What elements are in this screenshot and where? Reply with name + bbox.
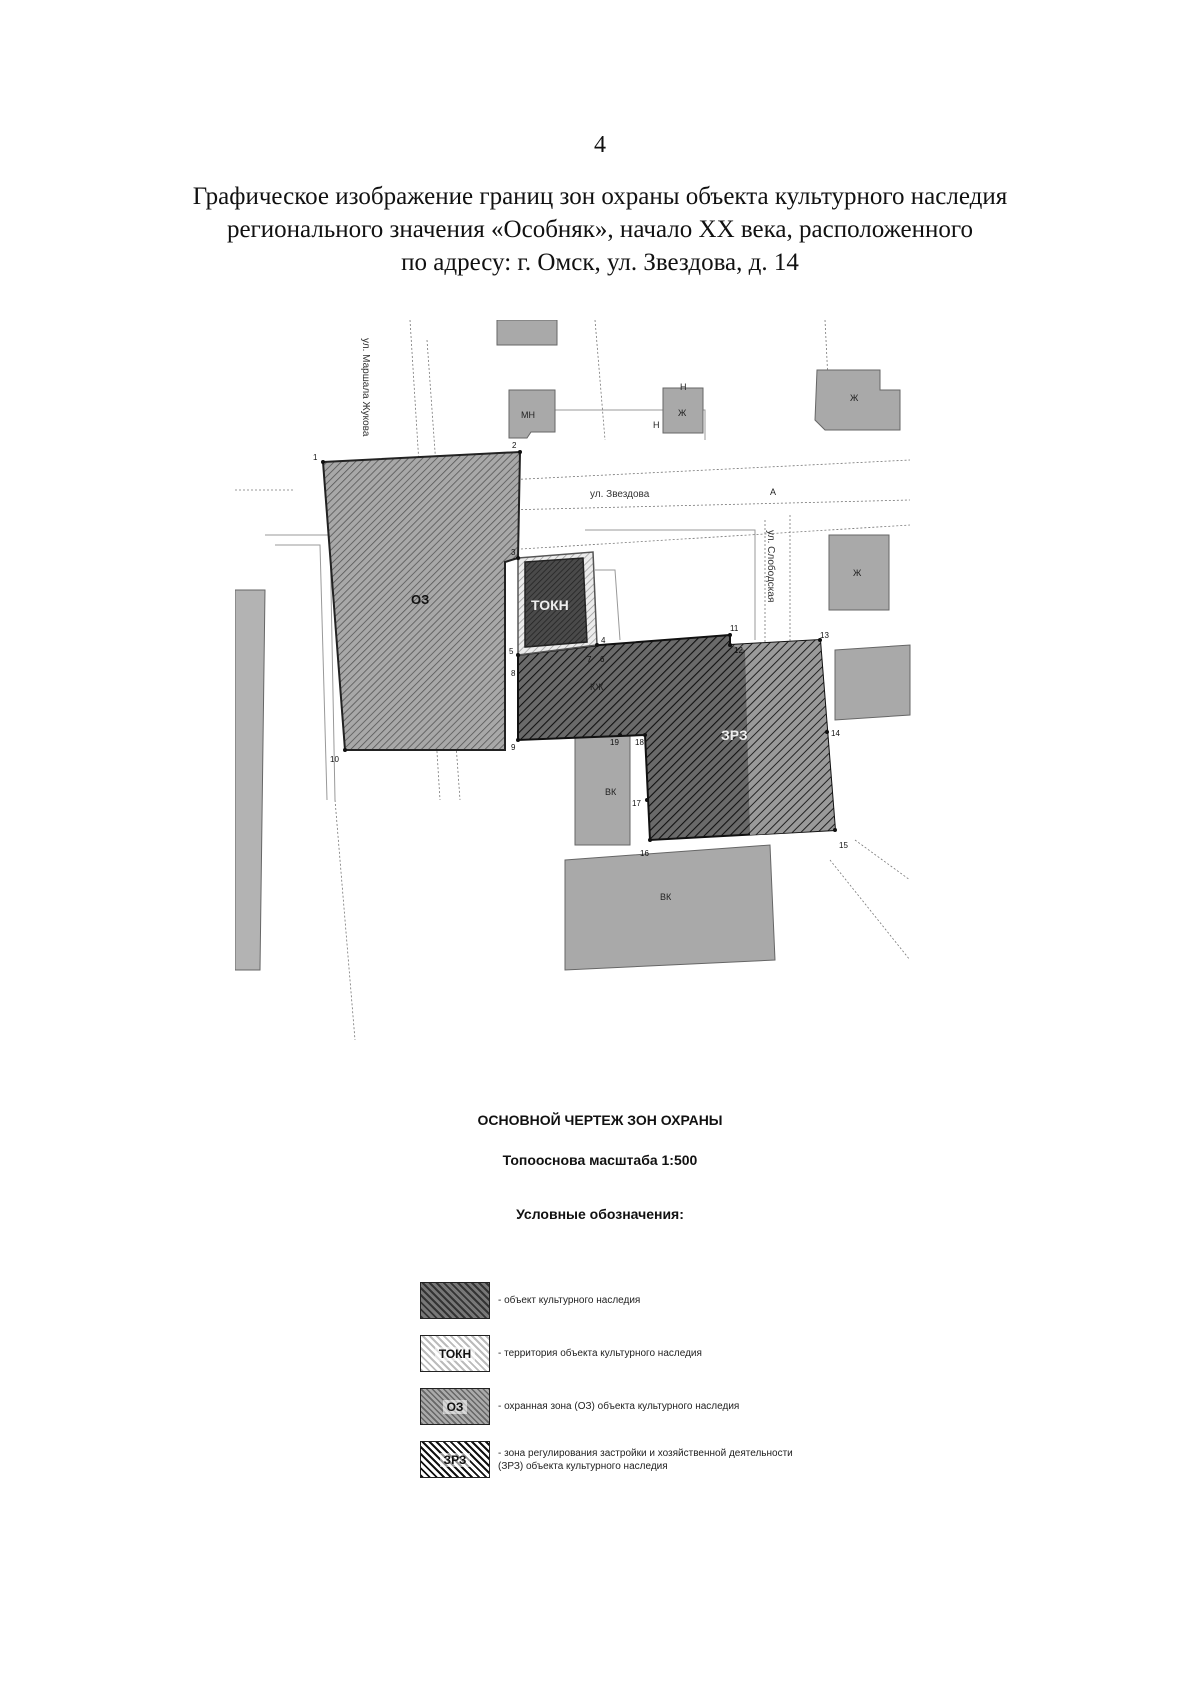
legend-text-zrz: - зона регулирования застройки и хозяйственной деятельности (ЗРЗ) объекта культурного наследия <box>498 1447 793 1472</box>
legend-title: Условные обозначения: <box>516 1206 684 1222</box>
oz-swatch-label: ОЗ <box>443 1400 468 1414</box>
street-zhukova: ул. Маршала Жукова <box>360 338 371 437</box>
zone-map <box>235 320 990 1040</box>
point-10 <box>343 748 347 752</box>
point-label-1: 1 <box>313 453 318 462</box>
point-4 <box>595 643 599 647</box>
label-oz: ОЗ <box>411 592 430 607</box>
point-label-7: 7 <box>587 655 592 664</box>
street-slobodskaya: ул. Слободская <box>765 530 776 603</box>
street-zvezdova: ул. Звездова <box>590 489 650 500</box>
point-11 <box>728 633 732 637</box>
title-line-1: Графическое изображение границ зон охраны объекта культурного наследия <box>192 183 1008 210</box>
point-label-12: 12 <box>734 646 743 655</box>
legend-text-tokn: - территория объекта культурного наследия <box>498 1348 702 1359</box>
label-zrz: ЗРЗ <box>721 727 748 743</box>
label-mn: МН <box>521 410 535 420</box>
point-label-11: 11 <box>730 624 739 633</box>
label-a: А <box>770 487 777 497</box>
point-label-4: 4 <box>601 636 606 645</box>
building-top <box>497 320 557 345</box>
point-label-6: 6 <box>600 655 605 664</box>
title-line-2: регионального значения «Особняк», начало XX века, расположенного <box>226 216 974 243</box>
point-18 <box>643 733 647 737</box>
point-9 <box>516 738 520 742</box>
point-1 <box>321 460 325 464</box>
point-label-19: 19 <box>610 738 619 747</box>
oz-swatch-icon <box>420 1388 490 1425</box>
point-3 <box>516 556 520 560</box>
point-17 <box>645 798 649 802</box>
label-vk-2: ВК <box>660 892 672 902</box>
label-zh-1: Ж <box>678 408 687 418</box>
point-12 <box>728 643 732 647</box>
page-number: 4 <box>594 132 606 158</box>
legend-text-oz: - охранная зона (ОЗ) объекта культурного наследия <box>498 1401 740 1412</box>
point-label-18: 18 <box>635 738 644 747</box>
point-label-9: 9 <box>511 743 516 752</box>
zrz-swatch-icon <box>420 1441 490 1478</box>
drawing-caption: ОСНОВНОЙ ЧЕРТЕЖ ЗОН ОХРАНЫ <box>477 1112 723 1128</box>
point-5 <box>516 653 520 657</box>
label-zh-3: Ж <box>853 568 862 578</box>
legend-item-tokn <box>420 1335 818 1372</box>
tokn-swatch-icon <box>420 1335 490 1372</box>
building-left <box>235 590 265 970</box>
legend-item-oz <box>420 1388 818 1425</box>
label-n-1: Н <box>653 420 660 430</box>
legend-item-zrz <box>420 1441 818 1478</box>
point-label-17: 17 <box>632 799 641 808</box>
point-label-13: 13 <box>820 631 829 640</box>
point-15 <box>833 828 837 832</box>
legend-item-okn <box>420 1282 818 1319</box>
zrz-swatch-label: ЗРЗ <box>440 1453 471 1467</box>
label-zh-2: Ж <box>850 393 859 403</box>
point-label-10: 10 <box>330 755 339 764</box>
label-n-2: Н <box>680 382 687 392</box>
point-label-15: 15 <box>839 841 848 850</box>
building-right <box>835 645 910 720</box>
tokn-swatch-label: ТОКН <box>435 1347 475 1361</box>
scale-caption: Топооснова масштаба 1:500 <box>502 1152 698 1168</box>
label-kzh: КЖ <box>590 682 604 692</box>
point-label-3: 3 <box>511 548 516 557</box>
label-tokn: ТОКН <box>531 597 569 613</box>
point-16 <box>648 838 652 842</box>
document-title <box>150 180 1050 279</box>
point-label-8: 8 <box>511 669 516 678</box>
okn-swatch-icon <box>420 1282 490 1319</box>
point-label-2: 2 <box>512 441 517 450</box>
point-label-5: 5 <box>509 647 514 656</box>
point-label-16: 16 <box>640 849 649 858</box>
point-2 <box>518 450 522 454</box>
point-label-14: 14 <box>831 729 840 738</box>
legend-text-okn: - объект культурного наследия <box>498 1295 641 1306</box>
point-14 <box>825 730 829 734</box>
label-vk-1: ВК <box>605 787 617 797</box>
title-line-3: по адресу: г. Омск, ул. Звездова, д. 14 <box>401 249 799 276</box>
building-vk-2 <box>565 845 775 970</box>
point-19 <box>618 733 622 737</box>
